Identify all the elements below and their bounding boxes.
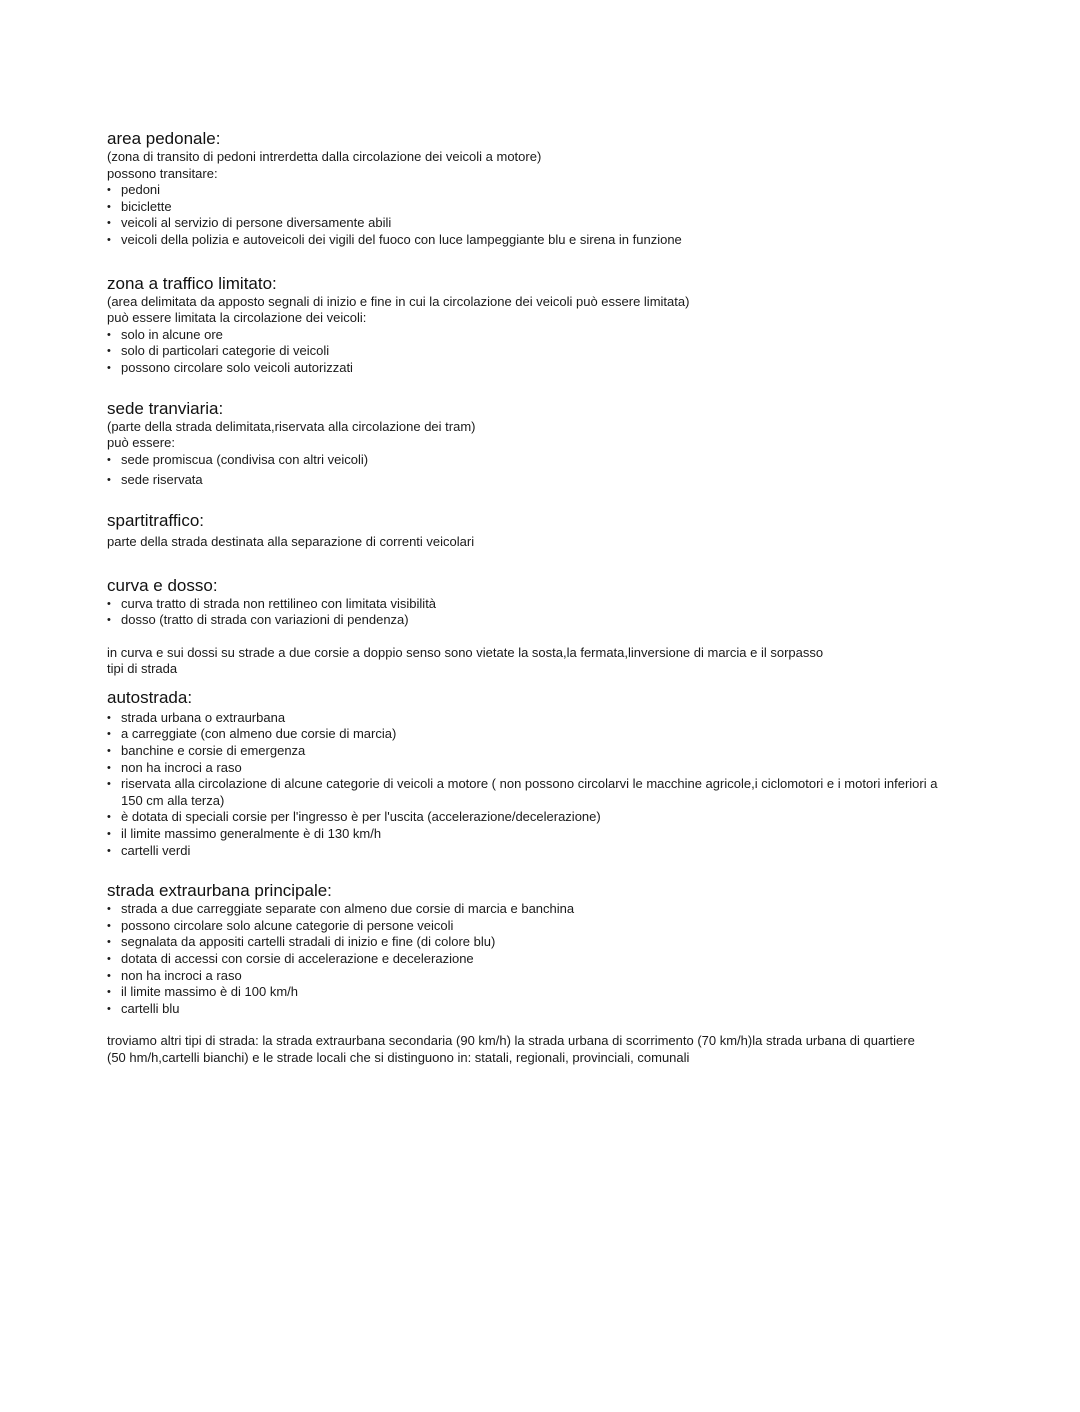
list-item: • veicoli della polizia e autoveicoli dei vigili del fuoco con luce lampeggiante blu e sirena in funzione — [107, 232, 957, 249]
section-zona-traffico-limitato — [107, 273, 957, 377]
section-line: può essere limitata la circolazione dei veicoli: — [107, 310, 367, 326]
paragraph: in curva e sui dossi su strade a due corsie a doppio senso sono vietate la sosta,la fermata,linversione di marcia e il sorpasso — [107, 644, 824, 660]
section-line: possono transitare: — [107, 165, 218, 181]
section-area-pedonale — [107, 128, 957, 249]
list-item: • segnalata da appositi cartelli stradali di inizio e fine (di colore blu) — [107, 934, 957, 951]
section-heading: spartitraffico: — [107, 510, 205, 530]
bullet-list — [107, 710, 957, 859]
list-item: • cartelli blu — [107, 1001, 957, 1018]
list-item: • cartelli verdi — [107, 843, 957, 860]
list-item: • possono circolare solo alcune categorie di persone veicoli — [107, 918, 957, 935]
list-item: • veicoli al servizio di persone diversamente abili — [107, 215, 957, 232]
section-line: parte della strada destinata alla separazione di correnti veicolari — [107, 533, 475, 549]
section-spartitraffico — [107, 510, 957, 551]
section-heading: sede tranviaria: — [107, 398, 224, 418]
list-item: • pedoni — [107, 182, 957, 199]
section-heading: zona a traffico limitato: — [107, 273, 277, 293]
bullet-list — [107, 901, 957, 1017]
section-line: (parte della strada delimitata,riservata alla circolazione dei tram) — [107, 418, 476, 434]
list-item: • il limite massimo è di 100 km/h — [107, 984, 957, 1001]
list-item: • dosso (tratto di strada con variazioni di pendenza) — [107, 612, 957, 629]
list-item: • solo in alcune ore — [107, 327, 957, 344]
list-item: • riservata alla circolazione di alcune categorie di veicoli a motore ( non possono circolarvi le macchine agricole,i ciclomotori e i motori inferiori a 150 cm alla terza) — [107, 776, 957, 809]
bullet-list — [107, 596, 957, 629]
bullet-list — [107, 182, 957, 248]
list-item: • dotata di accessi con corsie di accelerazione e decelerazione — [107, 951, 957, 968]
list-item: • banchine e corsie di emergenza — [107, 743, 957, 760]
list-item: • possono circolare solo veicoli autorizzati — [107, 360, 957, 377]
list-item: • strada a due carreggiate separate con almeno due corsie di marcia e banchina — [107, 901, 957, 918]
section-curva-dosso — [107, 575, 957, 678]
section-strada-extraurbana-principale — [107, 880, 957, 1066]
bullet-list — [107, 327, 957, 377]
section-line: può essere: — [107, 435, 175, 451]
section-heading: curva e dosso: — [107, 575, 218, 595]
list-item: • a carreggiate (con almeno due corsie di marcia) — [107, 726, 957, 743]
section-line: (area delimitata da apposto segnali di inizio e fine in cui la circolazione dei veicoli può essere limitata) — [107, 293, 690, 309]
list-item: • curva tratto di strada non rettilineo con limitata visibilità — [107, 596, 957, 613]
section-sede-tranviaria — [107, 398, 957, 489]
list-item: • è dotata di speciali corsie per l'ingresso è per l'uscita (accelerazione/decelerazione) — [107, 809, 957, 826]
paragraph: troviamo altri tipi di strada: la strada extraurbana secondaria (90 km/h) la strada urbana di scorrimento (70 km/h)la strada urbana di quartiere (50 hm/h,cartelli bianchi) e le strade locali che si distinguono in: statali, regionali, provinciali, comunali — [107, 1033, 915, 1065]
list-item: • biciclette — [107, 199, 957, 216]
section-autostrada — [107, 687, 957, 859]
section-heading: autostrada: — [107, 687, 193, 707]
list-item: • non ha incroci a raso — [107, 760, 957, 777]
list-item: • sede riservata — [107, 472, 957, 489]
paragraph: tipi di strada — [107, 661, 178, 677]
section-line: (zona di transito di pedoni intrerdetta dalla circolazione dei veicoli a motore) — [107, 149, 542, 164]
bullet-list — [107, 452, 957, 489]
section-heading: area pedonale: — [107, 129, 221, 148]
document-page — [107, 128, 957, 1067]
list-item: • non ha incroci a raso — [107, 968, 957, 985]
list-item: • il limite massimo generalmente è di 130 km/h — [107, 826, 957, 843]
list-item: • sede promiscua (condivisa con altri veicoli) — [107, 452, 957, 469]
section-heading: strada extraurbana principale: — [107, 881, 332, 901]
list-item: • solo di particolari categorie di veicoli — [107, 343, 957, 360]
list-item: • strada urbana o extraurbana — [107, 710, 957, 727]
